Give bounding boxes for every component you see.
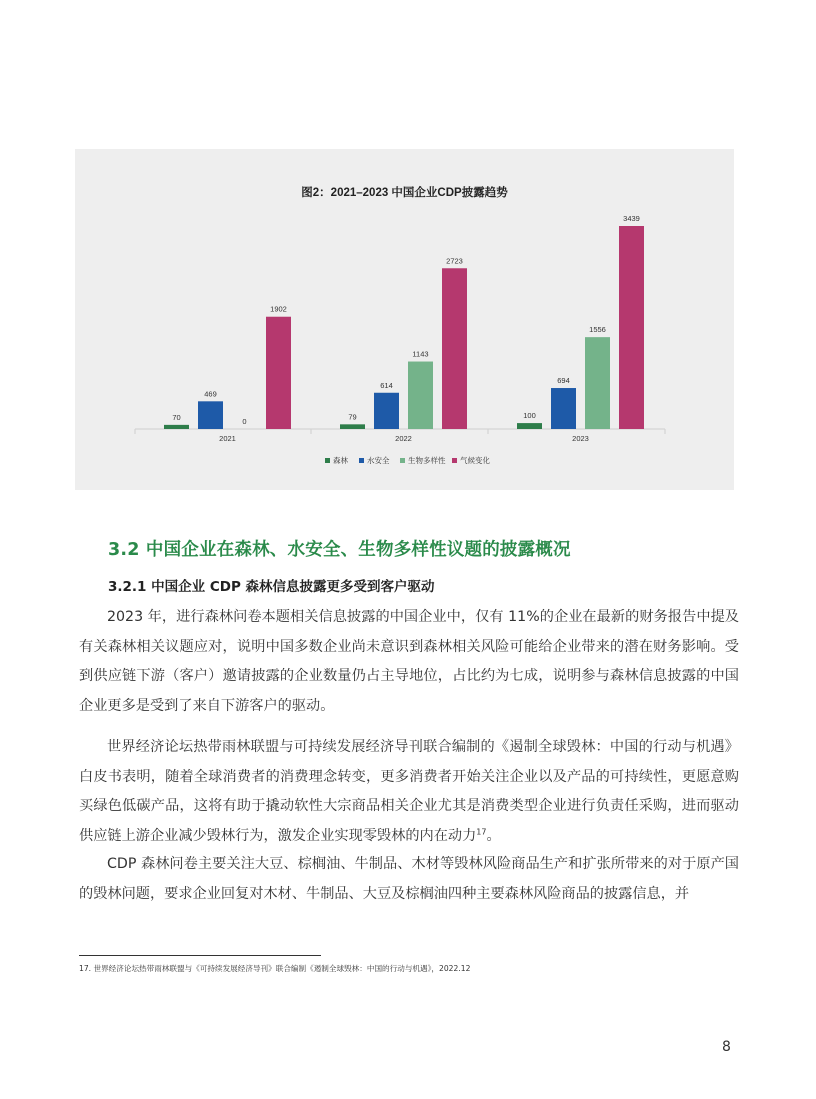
legend-swatch-生物多样性 — [400, 458, 405, 463]
data-label: 2723 — [446, 256, 463, 266]
legend-label: 森林 — [333, 456, 348, 465]
data-label: 694 — [557, 376, 570, 386]
legend-label: 生物多样性 — [408, 456, 446, 465]
bar-2023-气候变化 — [619, 226, 644, 429]
bar-2023-水安全 — [551, 388, 576, 429]
subsection-title: 3.2.1 中国企业 CDP 森林信息披露更多受到客户驱动 — [108, 579, 435, 595]
data-label: 100 — [523, 411, 536, 421]
bar-2021-森林 — [164, 425, 189, 429]
paragraph-3-text: CDP 森林问卷主要关注大豆、棕榈油、牛制品、木材等毁林风险商品生产和扩张所带来的对于原产国的毁林问题，要求企业回复对木材、牛制品、大豆及棕榈油四种主要森林风险商品的披露信息，并 — [79, 856, 739, 902]
data-label: 3439 — [623, 214, 640, 223]
footnote-ref[interactable]: 17 — [476, 826, 487, 836]
footnote-divider — [79, 955, 321, 956]
paragraph-1-text: 2023 年，进行森林问卷本题相关信息披露的中国企业中，仅有 11%的企业在最新的财务报告中提及有关森林相关议题应对，说明中国多数企业尚未意识到森林相关风险可能给企业带来的潜在财务影响。受到供应链下游（客户）邀请披露的企业数量仍占主导地位，占比约为七成，说明参与森林信息披露的中国企业更多是受到了来自下游客户的驱动。 — [79, 609, 739, 714]
figure-panel — [75, 149, 734, 490]
data-label: 614 — [380, 380, 393, 390]
data-label: 1556 — [589, 325, 606, 335]
bar-2022-气候变化 — [442, 268, 467, 429]
x-tick-label: 2021 — [219, 434, 236, 443]
section-title: 3.2 中国企业在森林、水安全、生物多样性议题的披露概况 — [108, 540, 571, 560]
data-label: 0 — [242, 417, 247, 426]
data-label: 1902 — [270, 304, 287, 314]
legend-swatch-水安全 — [359, 458, 364, 463]
x-tick-label: 2023 — [572, 434, 589, 443]
bar-chart — [75, 149, 734, 490]
data-label: 1143 — [412, 349, 429, 359]
paragraph-2 — [79, 733, 739, 851]
legend-swatch-森林 — [325, 458, 330, 463]
paragraph-2-text: 世界经济论坛热带雨林联盟与可持续发展经济导刊联合编制的《遏制全球毁林：中国的行动与机遇》白皮书表明，随着全球消费者的消费理念转变，更多消费者开始关注企业以及产品的可持续性，更愿意购买绿色低碳产品，这将有助于撬动软性大宗商品相关企业尤其是消费类型企业进行负责任采购，进而驱动供应链上游企业减少毁林行为，激发企业实现零毁林的内在动力 — [79, 739, 739, 844]
chart-title: 图2：2021–2023 中国企业CDP披露趋势 — [301, 187, 508, 199]
data-label: 70 — [172, 412, 181, 422]
bar-2023-生物多样性 — [585, 337, 610, 429]
legend-label: 水安全 — [367, 456, 390, 465]
footnote: 17. 世界经济论坛热带雨林联盟与《可持续发展经济导刊》联合编制《遏制全球毁林：中国的行动与机遇》，2022.12 — [79, 964, 471, 973]
paragraph-1 — [79, 603, 739, 721]
x-tick-label: 2022 — [395, 434, 412, 443]
page-number: 8 — [722, 1039, 731, 1055]
data-label: 469 — [204, 389, 217, 399]
paragraph-2-end: 。 — [486, 827, 501, 844]
legend-swatch-气候变化 — [452, 458, 457, 463]
bar-2021-气候变化 — [266, 317, 291, 429]
bar-2022-生物多样性 — [408, 362, 433, 429]
legend-label: 气候变化 — [460, 456, 490, 465]
bar-2021-水安全 — [198, 401, 223, 429]
bar-2022-森林 — [340, 424, 365, 429]
bar-2022-水安全 — [374, 393, 399, 429]
data-label: 79 — [348, 412, 357, 422]
paragraph-3 — [79, 850, 739, 909]
bar-2023-森林 — [517, 423, 542, 429]
